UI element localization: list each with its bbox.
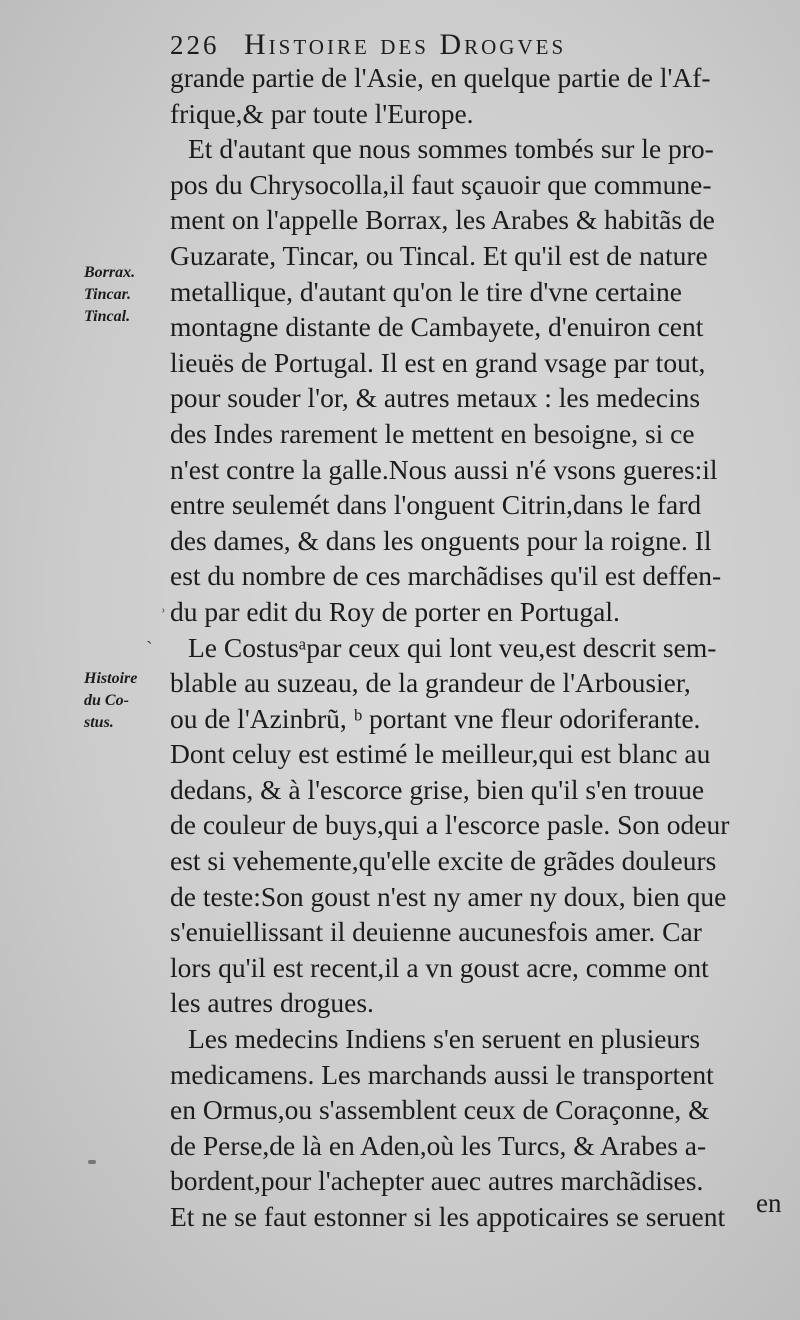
margin-note-line: Tincal. xyxy=(84,308,131,325)
text-line: montagne distante de Cambayete, d'enuiron cent xyxy=(170,311,704,343)
text-line: bordent,pour l'achepter auec autres marchãdises. xyxy=(170,1165,704,1197)
text-line: les autres drogues. xyxy=(170,987,374,1019)
text-line: Et d'autant que nous sommes tombés sur le pro- xyxy=(188,133,714,165)
body-text xyxy=(170,60,790,1235)
text-line: Et ne se faut estonner si les appoticaires se seruent xyxy=(170,1201,726,1232)
margin-note-line: stus. xyxy=(84,714,114,731)
text-line: ment on l'appelle Borrax, les Arabes & habitãs de xyxy=(170,204,715,236)
marginal-tick-mark: ˋ xyxy=(146,638,153,660)
running-title: Histoire des Drogves xyxy=(244,28,567,61)
text-line: pour souder l'or, & autres metaux : les medecins xyxy=(170,382,701,414)
text-line: des Indes rarement le mettent en besoigne, si ce xyxy=(170,417,695,449)
text-line: du par edit du Roy de porter en Portugal. xyxy=(170,595,620,627)
text-line: medicamens. Les marchands aussi le transportent xyxy=(170,1058,714,1090)
text-line: entre seulemét dans l'onguent Citrin,dans le fard xyxy=(170,489,702,521)
margin-note-line: Histoire xyxy=(84,670,138,687)
margin-note-costus xyxy=(84,668,164,734)
page-number: 226 xyxy=(170,30,220,60)
text-line: n'est contre la galle.Nous aussi n'é vsons gueres:il xyxy=(170,453,718,485)
text-line: ou de l'Azinbrũ, ᵇ portant vne fleur odoriferante. xyxy=(170,702,701,734)
text-line: s'enuiellissant il deuienne aucunesfois amer. Car xyxy=(170,916,702,948)
text-line: blable au suzeau, de la grandeur de l'Arbousier, xyxy=(170,667,691,699)
text-line: grande partie de l'Asie, en quelque partie de l'Af- xyxy=(170,62,711,93)
text-line: Guzarate, Tincar, ou Tincal. Et qu'il est de nature xyxy=(170,239,708,271)
ink-speck xyxy=(88,1160,96,1164)
margin-note-line: Tincar. xyxy=(84,286,131,303)
text-line: est du nombre de ces marchãdises qu'il est deffen- xyxy=(170,560,722,592)
text-line: lieuës de Portugal. Il est en grand vsage par tout, xyxy=(170,346,706,378)
margin-note-line: du Co- xyxy=(84,692,129,709)
text-line: dedans, & à l'escorce grise, bien qu'il s'en trouue xyxy=(170,773,705,805)
margin-note-borrax xyxy=(84,262,164,328)
text-line: Le Costusᵃpar ceux qui lont veu,est descrit sem- xyxy=(188,631,717,663)
text-line: frique,& par toute l'Europe. xyxy=(170,97,474,129)
text-line: de teste:Son goust n'est ny amer ny doux, bien que xyxy=(170,880,727,912)
text-line: Les medecins Indiens s'en seruent en plusieurs xyxy=(188,1023,701,1055)
text-line: est si vehemente,qu'elle excite de grãdes douleurs xyxy=(170,845,717,877)
text-line: lors qu'il est recent,il a vn goust acre, comme ont xyxy=(170,951,709,983)
text-line: de couleur de buys,qui a l'escorce pasle. Son odeur xyxy=(170,809,730,841)
text-line: de Perse,de là en Aden,où les Turcs, & Arabes a- xyxy=(170,1129,707,1161)
text-line: des dames, & dans les onguents pour la roigne. Il xyxy=(170,524,712,556)
margin-note-line: Borrax. xyxy=(84,264,136,281)
text-line: en Ormus,ou s'assemblent ceux de Coraçonne, & xyxy=(170,1094,710,1126)
marginal-tick-mark: ʾ xyxy=(160,606,167,628)
catchword: en xyxy=(756,1188,782,1218)
text-line: metallique, d'autant qu'on le tire d'vne certaine xyxy=(170,275,682,307)
text-line: pos du Chrysocolla,il faut sçauoir que commune- xyxy=(170,168,712,200)
text-line: Dont celuy est estimé le meilleur,qui est blanc au xyxy=(170,738,711,770)
